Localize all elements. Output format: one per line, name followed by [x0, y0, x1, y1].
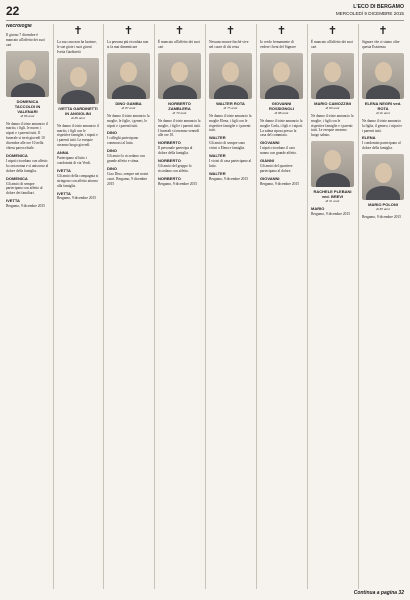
- notice-text: Gli amici del quartiere partecipano al dolore.: [260, 163, 293, 173]
- portrait-photo: [158, 53, 201, 99]
- announcement-text: Ne danno il triste annuncio la moglie, i figli con le rispettive famiglie e i parenti tutti. Le esequie avranno luogo sabato.: [311, 113, 354, 138]
- deceased-name: ELENA NEGRI ved. ROTA: [364, 100, 402, 111]
- column-divider: [103, 24, 104, 589]
- intro-text: Signore che ci siamo oltre questa Esistenza: [362, 40, 400, 49]
- column-6: [260, 24, 303, 584]
- notice-name: NORBERTO: [158, 175, 181, 181]
- column-divider: [53, 24, 54, 589]
- notice-name: DOMENICA: [6, 152, 28, 158]
- notice-text: Bergamo, 9 dicembre 2015: [209, 176, 249, 181]
- announcement-text: Ne danno il triste annuncio il marito, i figli con le rispettive famiglie, i nipoti e i parenti tutti. Le esequie avranno luogo giovedì.: [57, 123, 99, 148]
- column-divider: [307, 24, 308, 589]
- notice-text: I nipoti ricordano con affetto la cara nonna e si uniscono al dolore della famiglia.: [6, 158, 49, 173]
- deceased-age: di 87 anni: [121, 105, 136, 110]
- portrait-photo: [362, 154, 404, 200]
- notice-text: Bergamo, 9 dicembre 2015: [311, 212, 351, 217]
- column-divider: [205, 24, 206, 589]
- deceased-age: di 89 anni: [71, 115, 85, 120]
- notice-text: Partecipano al lutto i condomini di via Verdi.: [57, 156, 91, 165]
- intro-text: È mancato all'affetto dei suoi cari: [311, 40, 353, 49]
- column-3: [107, 24, 150, 584]
- column-divider: [154, 24, 155, 589]
- portrait-photo: [107, 53, 150, 99]
- continued-link[interactable]: Continua a pagina 32: [353, 590, 404, 596]
- intro-text: È mancato all'affetto dei suoi cari: [158, 40, 200, 49]
- notice-text: Gli amici di sempre sono vicini a Elena e famiglia.: [209, 141, 246, 151]
- notice-name: WALTER: [209, 170, 226, 176]
- intro-text: La sua casa non ha lacrime, le sue gioie i suoi giorni Ivetta Gardinetti: [57, 40, 97, 54]
- notice-name: GIANNI: [260, 158, 274, 164]
- cross-icon: ✝: [327, 25, 338, 37]
- portrait-photo: [311, 53, 354, 99]
- deceased-name: DOMENICA TACCOLDI IN VALENARI: [14, 98, 41, 114]
- notice-name: DINO: [107, 148, 117, 154]
- notice-name: WALTER: [209, 135, 226, 141]
- deceased-age: di 86 anni: [20, 113, 35, 118]
- deceased-name: WALTER ROTA: [216, 100, 245, 106]
- notice-text: Gli amici della compagnia si stringono con affetto attorno alla famiglia.: [57, 173, 99, 188]
- announcement-text: Ne danno il triste annuncio la moglie, le figlie, i generi, le nipoti e i parenti tutti.: [107, 113, 150, 128]
- notice-text: Bergamo, 9 dicembre 2015: [6, 204, 46, 209]
- deceased-age: di 75 anni: [223, 105, 238, 110]
- cross-icon: ✝: [276, 25, 287, 37]
- deceased-name: MARIO POLONI: [368, 202, 398, 208]
- notice-text: I vicini di casa partecipano al lutto.: [209, 158, 252, 168]
- column-5: [209, 24, 252, 584]
- announcement-text: Ne danno il triste annuncio la moglie Carla, i figli e i nipoti. La salma riposa presso la casa del commiato.: [260, 118, 303, 138]
- issue-date: MERCOLEDÌ 9 DICEMBRE 2015: [335, 10, 404, 16]
- notice-name: ANNA: [57, 150, 69, 156]
- notice-name: DINO: [107, 130, 117, 136]
- column-7: [311, 24, 354, 584]
- intro-text: La persona più ricordata non si fa mai dimenticare: [107, 40, 149, 49]
- notice-text: Ciao Dino, sempre nei nostri cuori. Bergamo, 9 dicembre 2015: [107, 171, 149, 186]
- notice-name: NORBERTO: [158, 140, 181, 146]
- announcement-text: Ne danno il triste annuncio la moglie Elena, i figli con le rispettive famiglie e i parenti tutti.: [209, 113, 252, 133]
- deceased-name: NORBERTO ZAMBLERA: [168, 100, 191, 111]
- notice-name: DOMENICA: [6, 175, 28, 181]
- portrait-photo: [260, 53, 303, 99]
- notice-text: Bergamo, 9 dicembre 2015: [57, 196, 97, 201]
- intro-text: Nessuno muore finché vive nel cuore di chi resta: [209, 40, 249, 49]
- notice-text: Bergamo, 9 dicembre 2015: [260, 181, 300, 186]
- notice-name: GIOVANNI: [260, 140, 280, 146]
- cross-icon: ✝: [225, 25, 236, 37]
- notice-name: MARIO: [311, 206, 325, 212]
- cross-icon: ✝: [174, 25, 185, 37]
- page-header: [6, 4, 404, 21]
- notice-name: IVETTA: [57, 167, 71, 173]
- column-1: [6, 24, 49, 584]
- notice-name: ELENA: [362, 135, 376, 141]
- deceased-name: DINO GAMBA: [115, 100, 142, 106]
- notice-name: IVETTA: [57, 190, 71, 196]
- cross-icon: ✝: [73, 25, 83, 37]
- notice-text: I nipoti ricordano il caro nonno con grande affetto.: [260, 146, 297, 156]
- deceased-age: di 88 anni: [274, 110, 289, 115]
- notice-text: Gli amici di sempre partecipano con affetto al dolore dei familiari.: [6, 181, 43, 196]
- notice-text: I condomini partecipano al dolore della famiglia.: [362, 141, 401, 151]
- notice-text: Bergamo, 9 dicembre 2015: [362, 215, 402, 220]
- deceased-name: RACHELE PLEBANI ved. BREVI: [313, 189, 352, 200]
- deceased-age: di 89 anni: [325, 105, 340, 110]
- deceased-age: di 83 anni: [376, 207, 390, 212]
- newspaper-name: L'ECO DI BERGAMO: [353, 4, 404, 10]
- deceased-name: IVETTA GARDINETTI IN ANGIOLINI: [58, 105, 98, 116]
- intro-text: Il giorno 7 dicembre è mancato all'affetto dei suoi cari: [6, 32, 45, 47]
- announcement-text: Ne danno il triste annuncio il marito, i figli, le nuore, i nipoti e i parenti tutti. Il funerale si terrà giovedì 10 dicembre alle ore 10 nella chiesa parrocchiale.: [6, 121, 48, 151]
- column-4: [158, 24, 201, 584]
- notice-name: WALTER: [209, 153, 226, 159]
- deceased-name: MARIO CAMOZZINI: [314, 100, 351, 106]
- column-8: [362, 24, 404, 584]
- notice-name: DINO: [107, 165, 117, 171]
- announcement-text: Ne danno il triste annuncio la figlia, il genero, i nipoti e i parenti tutti.: [362, 118, 403, 133]
- deceased-age: di 92 anni: [376, 110, 390, 115]
- cross-icon: ✝: [123, 25, 134, 37]
- column-divider: [256, 24, 257, 589]
- notice-text: I colleghi partecipano commossi al lutto.: [107, 136, 139, 146]
- portrait-photo: [362, 53, 404, 99]
- cross-icon: ✝: [378, 25, 388, 37]
- notice-text: Bergamo, 9 dicembre 2015: [158, 181, 198, 186]
- intro-text: Io credo fermamente di vedere i beni del Signore: [260, 40, 296, 49]
- notice-name: IVETTA: [6, 198, 20, 204]
- newspaper-masthead: [336, 4, 404, 16]
- deceased-age: di 91 anni: [325, 199, 340, 204]
- notice-text: Il personale partecipa al dolore della famiglia.: [158, 146, 193, 156]
- column-2: [57, 24, 99, 584]
- deceased-age: di 79 anni: [172, 110, 187, 115]
- announcement-text: Ne danno il triste annuncio la moglie, i figli e i parenti tutti. I funerali si terranno venerdì alle ore 10.: [158, 118, 201, 138]
- notice-name: NORBERTO: [158, 158, 181, 164]
- notice-text: Gli amici lo ricordano con grande affetto e stima.: [107, 154, 145, 163]
- page-number: 22: [6, 4, 20, 18]
- portrait-photo: [311, 141, 354, 187]
- section-title: Necrologie: [6, 24, 32, 29]
- column-divider: [358, 24, 359, 589]
- portrait-photo: [6, 51, 49, 97]
- portrait-photo: [57, 58, 99, 104]
- notice-text: Gli amici del gruppo lo ricordano con affetto.: [158, 163, 192, 173]
- portrait-photo: [209, 53, 252, 99]
- deceased-name: GIOVANNI ROSSIGNOLI: [268, 100, 295, 111]
- notice-name: GIOVANNI: [260, 175, 280, 181]
